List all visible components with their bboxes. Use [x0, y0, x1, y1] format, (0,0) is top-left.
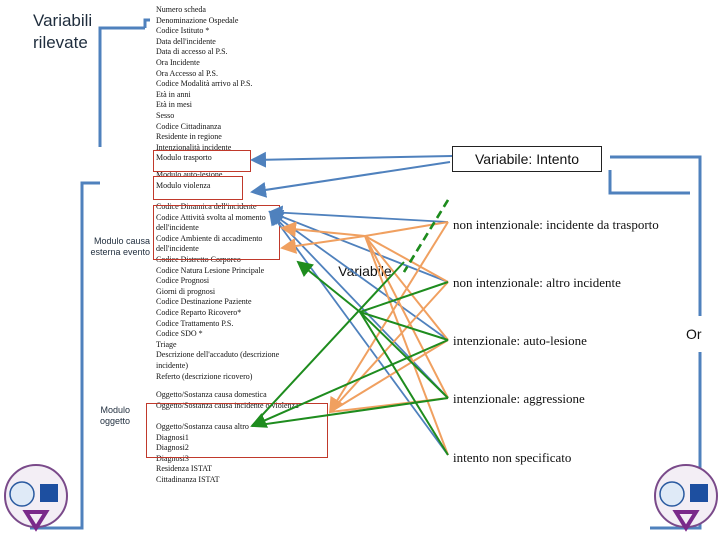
- variable-item: dell'incidente: [156, 223, 199, 233]
- variable-item: Codice Distretto Corporeo: [156, 255, 241, 265]
- object-item: Oggetto/Sostanza causa domestica: [156, 390, 267, 400]
- variable-item: Codice Cittadinanza: [156, 121, 222, 131]
- blue-frame: [30, 20, 700, 528]
- variable-item: Descrizione dell'accaduto (descrizione: [156, 350, 280, 360]
- variable-item: Codice Dinamica dell'incidente: [156, 202, 257, 212]
- category-aggressione: intenzionale: aggressione: [453, 391, 585, 406]
- variable-item: Residenza ISTAT: [156, 464, 213, 474]
- variable-item: Codice Modalità arrivo al P.S.: [156, 79, 253, 89]
- variable-item: Denominazione Ospedale: [156, 15, 239, 25]
- variable-item: Codice Trattamento P.S.: [156, 318, 234, 328]
- variable-item: Diagnosi1: [156, 432, 189, 442]
- or-label: Or: [686, 326, 702, 342]
- object-item: Oggetto/Sostanza causa incidente o violenza: [156, 400, 299, 410]
- module-item: Modulo auto-lesione: [156, 169, 223, 179]
- variable-item: Giorni di prognosi: [156, 286, 216, 296]
- variable-item: Sesso: [156, 110, 175, 120]
- category-non-specificato: intento non specificato: [453, 450, 572, 465]
- variable-item: Codice Istituto *: [156, 26, 210, 36]
- variable-item: Triage: [156, 339, 177, 349]
- module-item: Modulo violenza: [156, 180, 211, 190]
- variable-item: Data di accesso al P.S.: [156, 47, 228, 57]
- variable-item: Età in mesi: [156, 100, 192, 110]
- category-altro-incidente: non intenzionale: altro incidente: [453, 275, 621, 290]
- category-auto-lesione: intenzionale: auto-lesione: [453, 333, 587, 348]
- variabile-intento-box: Variabile: Intento: [452, 146, 602, 172]
- variable-item: Codice Prognosi: [156, 276, 210, 286]
- variable-item: Residente in regione: [156, 132, 222, 142]
- logo-left: [5, 465, 67, 528]
- category-incidente-trasporto: non intenzionale: incidente da trasporto: [453, 217, 659, 232]
- modulo-oggetto-label: Modulo oggetto: [99, 405, 130, 426]
- page-title: Variabili rilevate: [33, 11, 93, 52]
- variable-item: Codice Natura Lesione Principale: [156, 265, 265, 275]
- variable-item: Codice Ambiente di accadimento: [156, 233, 263, 243]
- blue-connectors: [270, 212, 448, 455]
- variable-item: Codice Attività svolta al momento: [156, 212, 266, 222]
- variable-item: Numero scheda: [156, 5, 206, 14]
- blue-arrow-modules: [252, 162, 450, 192]
- variable-item: Cittadinanza ISTAT: [156, 474, 220, 484]
- variable-item: Diagnosi2: [156, 443, 189, 453]
- modulo-causa-label: Modulo causa esterna evento: [90, 236, 150, 257]
- variable-item: Età in anni: [156, 89, 191, 99]
- variable-item: Diagnosi3: [156, 453, 189, 463]
- variable-item: Intenzionalità incidente: [156, 142, 232, 152]
- variable-item: Codice Destinazione Paziente: [156, 297, 252, 307]
- variable-item: Ora Accesso al P.S.: [156, 68, 218, 78]
- logo-right: [655, 465, 717, 528]
- variable-item: Ora Incidente: [156, 57, 200, 67]
- object-item: Oggetto/Sostanza causa altro: [156, 421, 249, 431]
- variable-item: Modulo trasporto: [156, 153, 212, 163]
- variable-item: Codice SDO *: [156, 329, 203, 339]
- variable-item: Data dell'incidente: [156, 36, 216, 46]
- variable-item: incidente): [156, 361, 188, 370]
- variable-item: dell'incidente: [156, 244, 199, 254]
- variabile-box: Variabile: [338, 263, 392, 279]
- variable-item: Referto (descrizione ricovero): [156, 371, 253, 381]
- variable-item: Codice Reparto Ricovero*: [156, 308, 242, 318]
